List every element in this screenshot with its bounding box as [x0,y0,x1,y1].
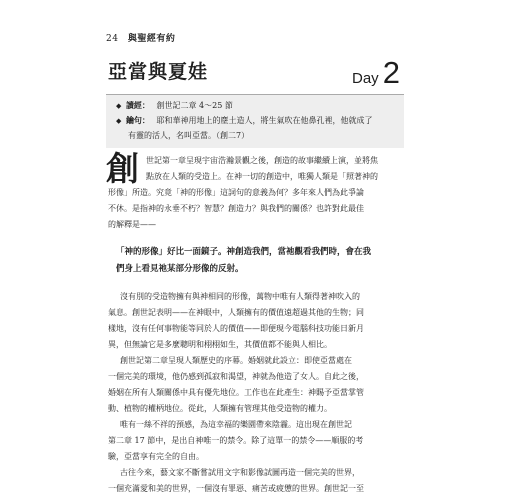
body-line: 一個完美的環境，他仍感到孤寂和渴望，神就為他造了女人。自此之後， [108,372,364,381]
body-line: 婚姻在所有人類關係中具有優先地位。工作也在此產生：神賜予亞當掌管 [108,388,364,397]
body-line: 唯有一絲不祥的預感，為這幸福的樂園帶來陰霾。這出現在創世記 [120,420,352,429]
reading-label: 讀經： [125,100,150,110]
running-head [106,31,175,44]
body-line: 沒有別的受造物擁有與神相同的形像，萬物中唯有人類得著神吹入的 [120,292,360,301]
opening-line-3: 形像」所造。究竟「神的形像」這詞句的意義為何？多年來人們為此爭論 [108,188,364,197]
key-verse-text-2: 有靈的活人，名叫亞當。（創二7） [128,131,250,140]
body-line: 創世記第二章呈現人類歷史的序幕。婚姻就此設立：即使亞當處在 [120,356,352,365]
opening-line-1: 世記第一章呈現宇宙浩瀚景觀之後，創造的故事繼續上演，並將焦 [146,156,378,165]
body-line: 樣地，沒有任何事物能等同於人的價值——即便現今電腦科技功能日新月 [108,324,364,333]
opening-line-5: 的解釋是—— [108,220,156,229]
opening-line-4: 不休。是指神的永垂不朽？智慧？創造力？與我們的關係？也許對此最佳 [108,204,364,213]
day-label: Day [352,70,379,87]
opening-line-2: 點放在人類的受造上。在神一切的創造中，唯獨人類是「照著神的 [146,172,378,181]
body-line: 氣息。創世記表明——在神眼中，人類擁有的價值遠超過其他的生物；同 [108,308,364,317]
body-line: 動、植物的權柄地位。從此，人類擁有管理其他受造物的權力。 [108,404,332,413]
key-verse-text-1: 耶和華神用地上的塵土造人，將生氣吹在他鼻孔裡，他就成了 [156,116,373,125]
diamond-bullet-icon: ◆ [116,117,122,125]
quote-line-2: 們身上看見祂某部分形像的反射。 [116,264,244,274]
chapter-title: 亞當與夏娃 [108,61,209,83]
diamond-bullet-icon: ◆ [116,102,122,110]
body-line: 驗，亞當享有完全的自由。 [108,452,204,461]
key-verse-line [116,115,372,126]
body-line: 異，但無論它是多麼聰明和栩栩如生，其價值都不能與人相比。 [108,340,332,349]
day-number: 2 [382,55,400,90]
book-title: 與聖經有約 [127,34,176,44]
page-number: 24 [106,34,119,44]
body-line: 古往今來，藝文家不斷嘗試用文字和影像試圖再造一個完美的世界， [120,468,360,477]
key-verse-line-2 [128,130,249,141]
day-marker [352,55,400,90]
body-line: 一個充滿愛和美的世界，一個沒有罪惡、痛苦或疲憊的世界。創世記一至 [108,484,364,493]
quote-line-1: 「神的形像」好比一面鏡子。神創造我們，當祂觀看我們時，會在我 [116,247,372,257]
body-line: 第二章 17 節中，是出自神唯一的禁令。除了這單一的禁令——順服的考 [108,436,364,445]
reading-line [116,100,233,111]
drop-cap: 創 [106,149,139,188]
reading-text: 創世記二章 4～25 節 [156,101,233,110]
reading-box [106,94,404,148]
key-verse-label: 鑰句： [125,115,150,125]
